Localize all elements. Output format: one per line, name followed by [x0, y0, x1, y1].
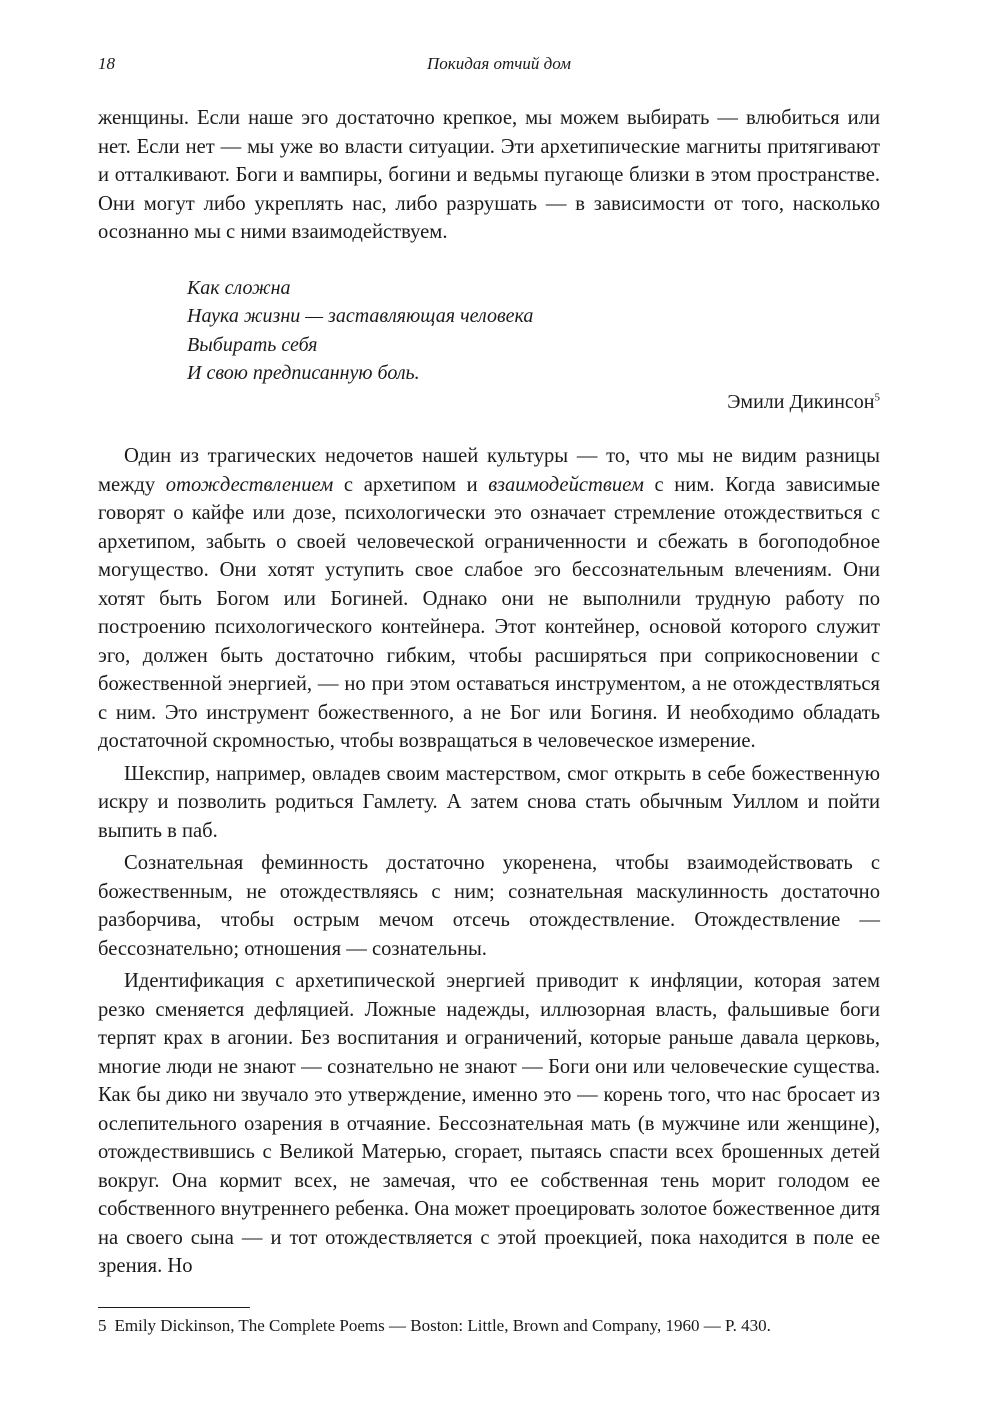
paragraph-text: Один из трагических недочетов нашей культуры — то, что мы не видим разницы между — [98, 445, 880, 496]
body-text-main — [98, 442, 880, 1281]
running-head — [98, 54, 880, 78]
paragraph-continuation: женщины. Если наше эго достаточно крепкое, мы можем выбирать — влюбиться или нет. Если нет — мы уже во власти ситуации. Эти архетипические магниты притягивают и отталкивают. Боги и вампиры, богини и ведьмы пугающе близки в этом пространстве. Они могут либо укреплять нас, либо разрушать — в зависимости от того, насколько осознанно мы с ними взаимодействуем. — [98, 107, 880, 243]
footnote-number: 5 — [98, 1316, 107, 1335]
paragraph-text: с ним. Когда зависимые говорят о кайфе или дозе, психологически это означает стремление отождествиться с архетипом, забыть о своей человеческой ограниченности и сбежать в богоподобное могущество. Они хотят уступить свое слабое эго бессознательным влечениям. Они хотят быть Богом или Богиней. Однако они не выполнили трудную работу по построению психологического контейнера. Этот контейнер, основой которого служит эго, должен быть достаточно гибким, чтобы расширяться при соприкосновении с божественной энергией, — но при этом оставаться инструментом, а не отождествляться с ним. Это инструмент божественного, а не Бог или Богиня. И необходимо обладать достаточной скромностью, чтобы возвращаться в человеческое измерение. — [98, 473, 880, 752]
paragraph — [98, 442, 880, 756]
epigraph-attribution — [187, 388, 880, 416]
footnote-text: Emily Dickinson, The Complete Poems — Boston: Little, Brown and Company, 1960 — P. 430. — [114, 1316, 771, 1335]
poem-line: Выбирать себя — [187, 333, 318, 356]
epigraph-author: Эмили Дикинсон — [727, 390, 875, 413]
poem-line: Как сложна — [187, 277, 291, 299]
paragraph: Сознательная феминность достаточно укоренена, чтобы взаимодействовать с божественным, не отождествляясь с ним; сознательная маскулинность достаточно разборчива, чтобы острым мечом отсечь отождествление. Отождествление — бессознательно; отношения — сознательны. — [98, 852, 880, 960]
epigraph — [187, 274, 880, 416]
emphasis: взаимодействием — [488, 473, 644, 496]
emphasis: отождествлением — [165, 473, 334, 496]
paragraph: Шекспир, например, овладев своим мастерством, смог открыть в себе божественную искру и позволить родиться Гамлету. А затем снова стать обычным Уиллом и пойти выпить в паб. — [98, 762, 880, 842]
running-title: Покидая отчий дом — [427, 54, 571, 73]
paragraph: Идентификация с архетипической энергией приводит к инфляции, которая затем резко сменяется дефляцией. Ложные надежды, иллюзорная власть, фальшивые боги терпят крах в агонии. Без воспитания и ограничений, которые раньше давала церковь, многие люди не знают — сознательно не знают — Боги они или человеческие существа. Как бы дико ни звучало это утверждение, именно это — корень того, что нас бросает из ослепительного озарения в отчаяние. Бессознательная мать (в мужчине или женщине), отождествившись с Великой Матерью, сгорает, пытаясь спасти всех брошенных детей вокруг. Она кормит всех, не замечая, что ее собственная тень морит голодом ее собственного внутреннего ребенка. Она может проецировать золотое божественное дитя на своего сына — и тот отождествляется с этой проекцией, пока находится в поле ее зрения. Но — [98, 970, 880, 1277]
poem-line: Наука жизни — заставляющая человека — [187, 305, 534, 328]
footnote-reference: 5 — [874, 390, 880, 403]
poem-line: И свою предписанную боль. — [187, 362, 420, 385]
page-number: 18 — [98, 54, 115, 73]
body-text-top — [98, 104, 880, 247]
paragraph-text: с архетипом и — [333, 473, 489, 496]
footnote-divider — [98, 1307, 250, 1308]
footnote — [98, 1314, 880, 1338]
